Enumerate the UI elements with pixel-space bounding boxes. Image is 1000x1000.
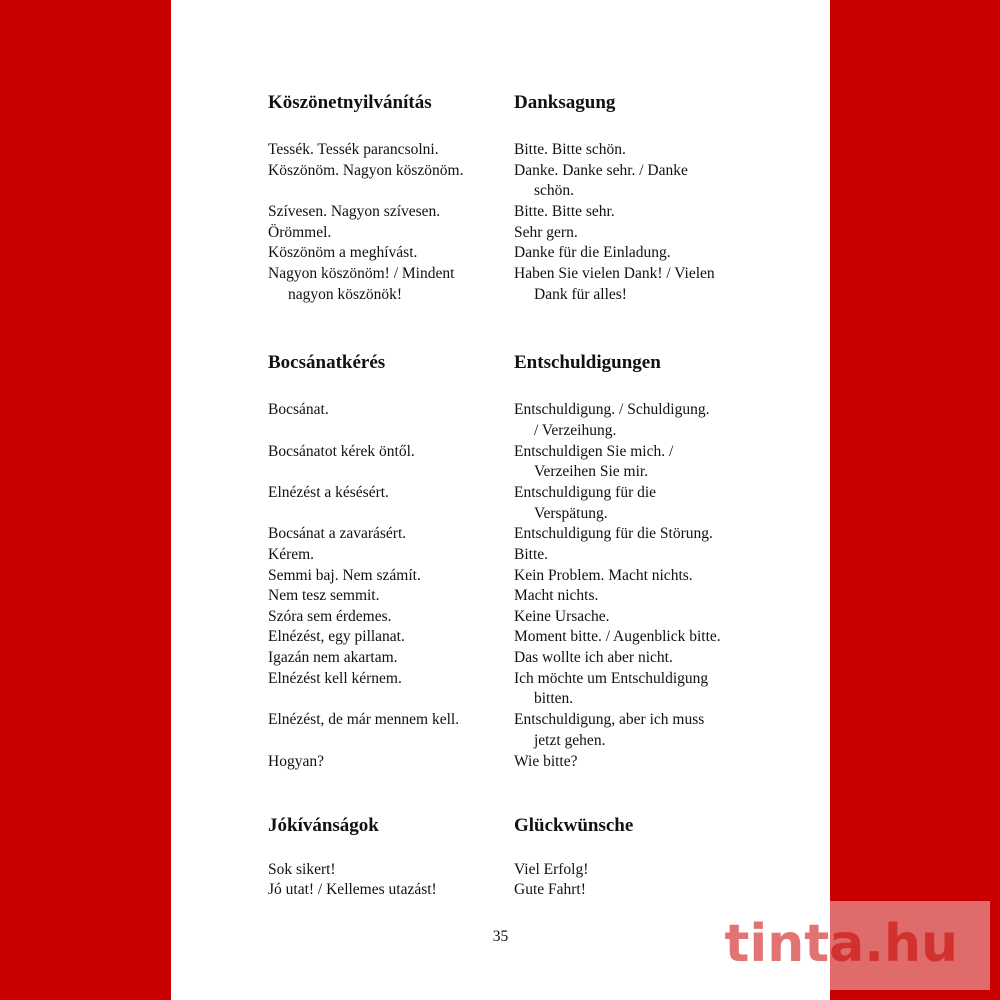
- phrase-de: Wie bitte?: [514, 753, 578, 770]
- phrase-de: Kein Problem. Macht nichts.: [514, 567, 693, 584]
- section-heading-hu-wishes: Jókívánságok: [268, 815, 379, 836]
- phrase-hu: Elnézést, egy pillanat.: [268, 628, 405, 645]
- phrase-de-continuation: schön.: [534, 182, 575, 199]
- watermark-logo-text: tinta.hu: [724, 914, 958, 974]
- phrase-de: Danke für die Einladung.: [514, 244, 671, 261]
- phrase-hu: Köszönöm. Nagyon köszönöm.: [268, 162, 464, 179]
- phrase-de: Moment bitte. / Augenblick bitte.: [514, 628, 721, 645]
- phrase-de: Das wollte ich aber nicht.: [514, 649, 673, 666]
- phrase-de: Entschuldigung für die: [514, 484, 657, 501]
- phrase-hu: Semmi baj. Nem számít.: [268, 567, 421, 584]
- phrase-hu: Örömmel.: [268, 224, 332, 241]
- phrase-de: Sehr gern.: [514, 224, 578, 241]
- phrase-de: Entschuldigung. / Schuldigung.: [514, 401, 710, 418]
- page-number: 35: [492, 928, 509, 945]
- watermark: [724, 901, 990, 990]
- phrase-de: Entschuldigung, aber ich muss: [514, 711, 705, 728]
- phrase-hu: Kérem.: [268, 546, 315, 563]
- phrase-de: Bitte.: [514, 546, 549, 563]
- phrase-de: Keine Ursache.: [514, 608, 610, 625]
- section-heading-hu-apologies: Bocsánatkérés: [268, 352, 386, 373]
- phrase-de: Bitte. Bitte schön.: [514, 141, 626, 158]
- phrase-hu: Szívesen. Nagyon szívesen.: [268, 203, 441, 220]
- book-page: [171, 0, 830, 1000]
- phrase-de-continuation: / Verzeihung.: [534, 422, 617, 439]
- phrase-hu: Elnézést a késésért.: [268, 484, 389, 501]
- phrase-de-continuation: jetzt gehen.: [534, 732, 606, 749]
- phrase-de: Bitte. Bitte sehr.: [514, 203, 615, 220]
- phrase-de: Entschuldigen Sie mich. /: [514, 443, 674, 460]
- phrase-hu-continuation: nagyon köszönök!: [288, 286, 403, 303]
- phrase-hu: Hogyan?: [268, 753, 324, 770]
- phrase-hu: Elnézést, de már mennem kell.: [268, 711, 460, 728]
- phrase-hu: Szóra sem érdemes.: [268, 608, 392, 625]
- section-heading-hu-thanks: Köszönetnyilvánítás: [268, 92, 432, 113]
- phrase-de: Viel Erfolg!: [514, 861, 589, 878]
- section-heading-de-apologies: Entschuldigungen: [514, 352, 661, 373]
- section-heading-de-thanks: Danksagung: [514, 92, 616, 113]
- phrase-de: Haben Sie vielen Dank! / Vielen: [514, 265, 715, 282]
- phrase-hu: Bocsánat.: [268, 401, 329, 418]
- phrase-de-continuation: bitten.: [534, 690, 574, 707]
- phrase-hu: Tessék. Tessék parancsolni.: [268, 141, 439, 158]
- phrase-hu: Nagyon köszönöm! / Mindent: [268, 265, 455, 282]
- phrase-de-continuation: Dank für alles!: [534, 286, 627, 303]
- phrase-de: Danke. Danke sehr. / Danke: [514, 162, 688, 179]
- phrase-de-continuation: Verzeihen Sie mir.: [534, 463, 649, 480]
- phrase-de-continuation: Verspätung.: [534, 505, 608, 522]
- section-heading-de-wishes: Glückwünsche: [514, 815, 634, 836]
- phrase-de: Entschuldigung für die Störung.: [514, 525, 713, 542]
- phrase-hu: Nem tesz semmit.: [268, 587, 380, 604]
- phrase-de: Macht nichts.: [514, 587, 599, 604]
- phrase-de: Gute Fahrt!: [514, 881, 586, 898]
- phrase-hu: Bocsánat a zavarásért.: [268, 525, 407, 542]
- phrase-hu: Elnézést kell kérnem.: [268, 670, 402, 687]
- phrase-hu: Bocsánatot kérek öntől.: [268, 443, 415, 460]
- phrase-hu: Igazán nem akartam.: [268, 649, 398, 666]
- phrase-de: Ich möchte um Entschuldigung: [514, 670, 709, 687]
- phrase-hu: Jó utat! / Kellemes utazást!: [268, 881, 437, 898]
- phrase-hu: Köszönöm a meghívást.: [268, 244, 418, 261]
- phrase-hu: Sok sikert!: [268, 861, 336, 878]
